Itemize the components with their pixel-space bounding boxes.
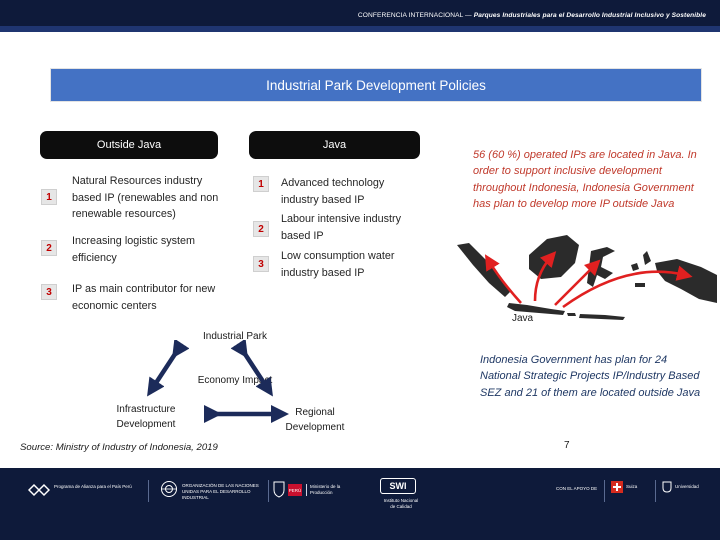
java-item-3-text: Low consumption water industry based IP [281, 250, 395, 279]
program-logo-icon [28, 483, 50, 497]
triangle-right-label: Regional Development [285, 407, 345, 433]
arrow-top-left [152, 351, 177, 389]
ministry-logo-text: Ministerio de la Producción [306, 484, 364, 496]
java-header: Java [249, 131, 420, 159]
strategic-projects-note: Indonesia Government has plan for 24 National Strategic Projects IP/Industry Based SEZ and 21 of them are located outside Java [480, 354, 701, 399]
outside-item-3-text: IP as main contributor for new economic centers [72, 283, 216, 312]
university-logo-icon [662, 481, 672, 493]
arrow-top-right [243, 351, 268, 389]
outside-java-header: Outside Java [40, 131, 218, 159]
swiss-cross-icon [611, 481, 623, 493]
java-item-2-text: Labour intensive industry based IP [281, 213, 402, 242]
slide-title: Industrial Park Development Policies [50, 68, 702, 102]
partner2-text: Universidad [675, 484, 699, 489]
swiss-logo: SWI [380, 478, 416, 494]
java-item-1-text: Advanced technology industry based IP [281, 177, 385, 206]
peru-badge: PERÚ [288, 484, 302, 496]
java-item-2-number: 2 [253, 221, 269, 237]
java-item-3-number: 3 [253, 256, 269, 272]
header-bar [0, 0, 720, 32]
map-label-java: Java [512, 313, 534, 324]
triangle-left-label: Infrastructure Development [116, 404, 176, 430]
outside-item-2-number: 2 [41, 240, 57, 256]
con-apoyo-text: CON EL APOYO DE [556, 486, 598, 491]
peru-shield-icon [272, 480, 286, 498]
java-item-1-number: 1 [253, 176, 269, 192]
program-logo-text: Programa de Alianza para el País Perú [54, 484, 132, 489]
outside-item-1-number: 1 [41, 189, 57, 205]
outside-item-2-text: Increasing logistic system efficiency [72, 235, 196, 264]
java-ip-note: 56 (60 %) operated IPs are located in Java. In order to support inclusive development throughout Indonesia, Indonesia Government has plan to develop more IP outside Java [473, 149, 697, 210]
page-number: 7 [564, 440, 570, 451]
unido-logo-text: ORGANIZACIÓN DE LAS NACIONES UNIDAS PARA EL DESARROLLO INDUSTRIAL [182, 483, 259, 500]
partner1-text: Suiza [626, 484, 638, 489]
triangle-arrows [140, 340, 300, 435]
triangle-center-label: Economy Impact [197, 375, 273, 386]
swiss-logo-text: Instituto Nacional de Calidad [383, 498, 419, 509]
conference-title: CONFERENCIA INTERNACIONAL — Parques Industriales para el Desarrollo Industrial Inclusivo y Sostenible [357, 12, 706, 19]
source-citation: Source: Ministry of Industry of Indonesia, 2019 [20, 442, 218, 453]
indonesia-map [455, 225, 720, 325]
outside-item-3-number: 3 [41, 284, 57, 300]
unido-logo-icon [160, 480, 178, 498]
islands-group [457, 235, 717, 320]
outside-item-1-text: Natural Resources industry based IP (renewables and non renewable resources) [72, 175, 219, 220]
triangle-top-label: Industrial Park [203, 331, 267, 342]
footer-bar [0, 468, 720, 540]
